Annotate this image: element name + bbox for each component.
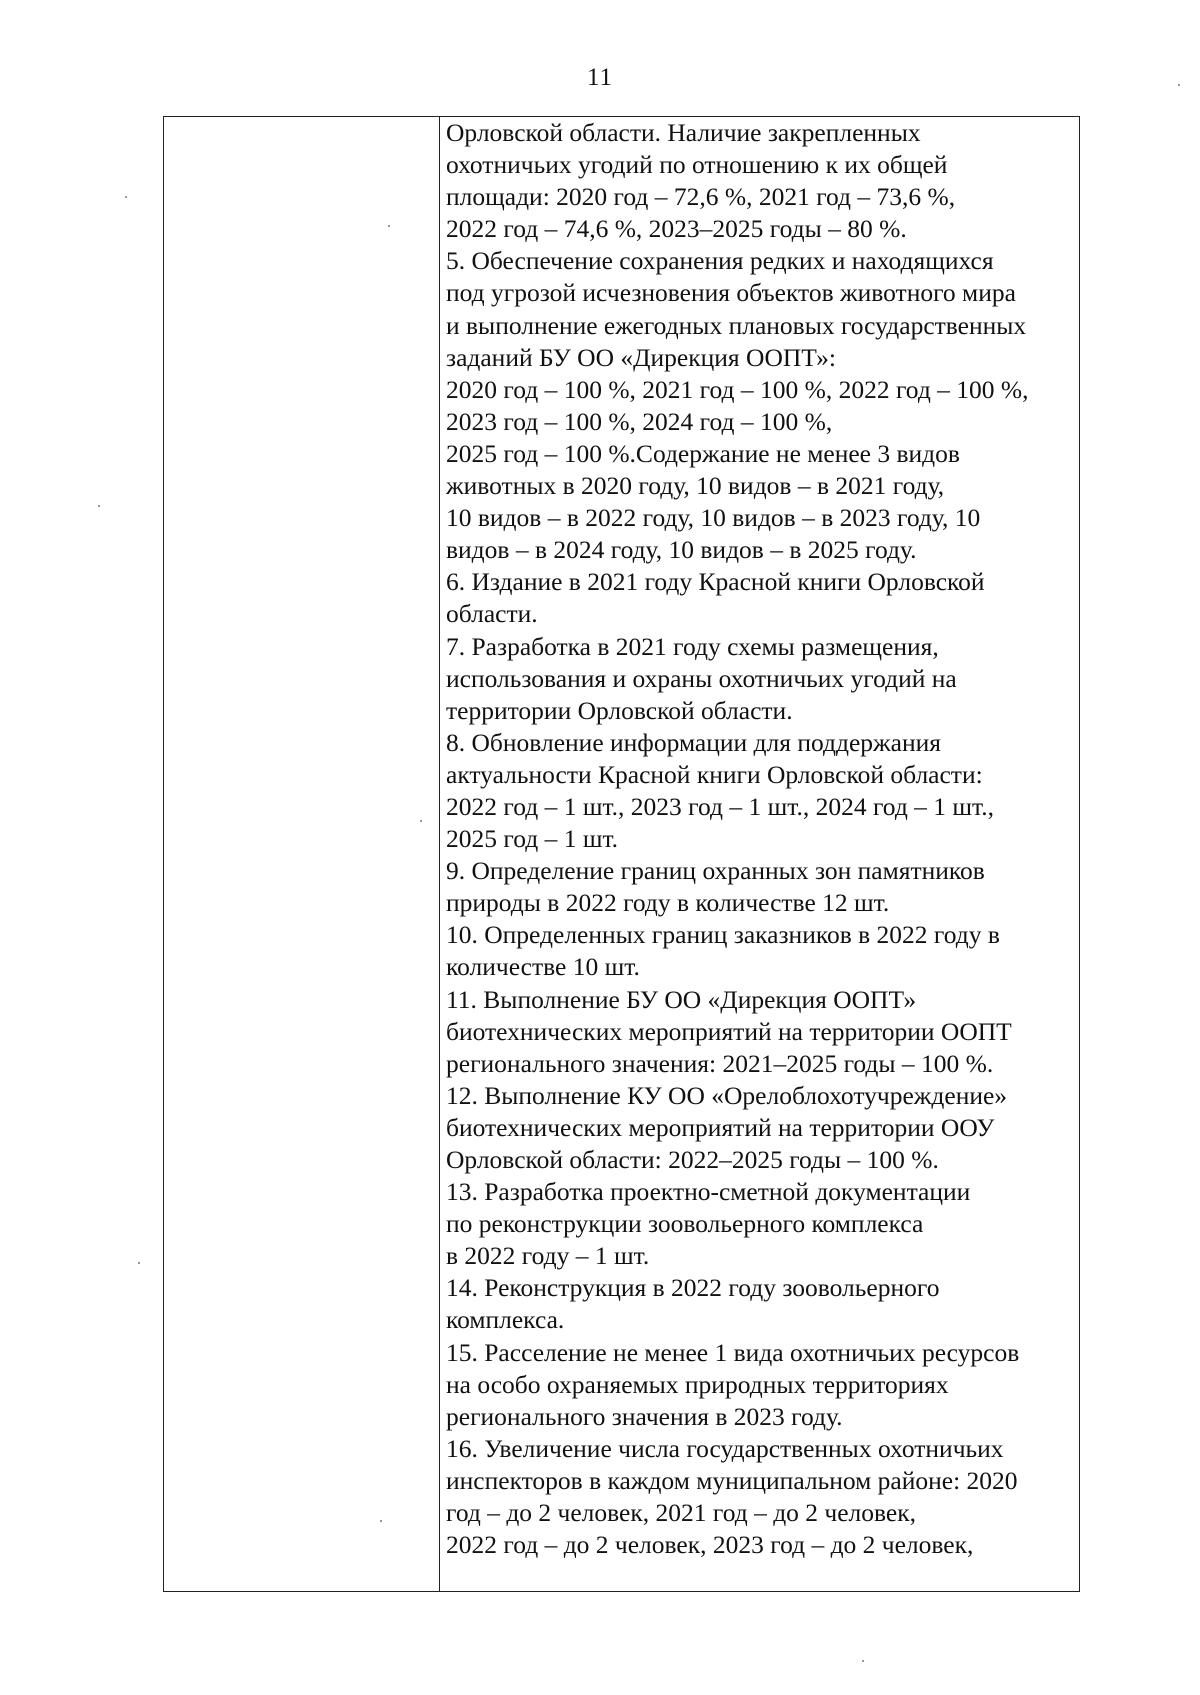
text-line: актуальности Красной книги Орловской области: [446,759,983,789]
scan-speck [388,225,390,227]
text-line: использования и охраны охотничьих угодий на [446,663,957,693]
text-line: Орловской области. Наличие закрепленных [446,118,921,147]
text-line: 14. Реконструкция в 2022 году зоовольерного [446,1273,940,1303]
text-line: 5. Обеспечение сохранения редких и находящихся [446,246,994,276]
table-cell-left [164,117,440,1591]
text-line: животных в 2020 году, 10 видов – в 2021 году, [446,471,945,501]
document-table [163,116,1080,1592]
text-line: 6. Издание в 2021 году Красной книги Орловской [446,567,985,597]
text-line: 10. Определенных границ заказников в 2022 году в [446,920,1000,950]
scan-speck [1178,84,1180,86]
text-line: 2022 год – 74,6 %, 2023–2025 годы – 80 %. [446,214,907,244]
text-line: 2025 год – 1 шт. [446,824,619,854]
text-line: в 2022 году – 1 шт. [446,1241,650,1271]
text-line: под угрозой исчезновения объектов животного мира [446,278,1016,308]
text-line: видов – в 2024 году, 10 видов – в 2025 году. [446,535,917,565]
scan-speck [420,820,422,822]
page-number: 11 [586,64,614,91]
text-line: регионального значения в 2023 году. [446,1401,843,1431]
text-line: 15. Расселение не менее 1 вида охотничьих ресурсов [446,1337,1020,1367]
text-line: 9. Определение границ охранных зон памятников [446,856,985,886]
text-line: 2022 год – 1 шт., 2023 год – 1 шт., 2024 год – 1 шт., [446,791,995,821]
text-line: 13. Разработка проектно-сметной документации [446,1177,971,1207]
text-line: 11. Выполнение БУ ОО «Дирекция ООПТ» [446,984,917,1014]
text-line: инспекторов в каждом муниципальном районе: 2020 [446,1465,1018,1495]
text-line: год – до 2 человек, 2021 год – до 2 человек, [446,1498,917,1528]
text-line: природы в 2022 году в количестве 12 шт. [446,888,890,918]
text-line: количестве 10 шт. [446,952,640,982]
text-line: заданий БУ ОО «Дирекция ООПТ»: [446,342,837,372]
text-line: площади: 2020 год – 72,6 %, 2021 год – 73,6 %, [446,182,956,212]
text-line: биотехнических мероприятий на территории ООПТ [446,1016,1012,1046]
text-line: 10 видов – в 2022 году, 10 видов – в 2023 году, 10 [446,503,981,533]
text-line: 2023 год – 100 %, 2024 год – 100 %, [446,406,833,436]
text-line: 8. Обновление информации для поддержания [446,727,941,757]
text-line: охотничьих угодий по отношению к их общей [446,150,948,180]
scan-speck [98,505,100,507]
scan-speck [125,196,127,198]
text-line: комплекса. [446,1305,565,1335]
text-line: на особо охраняемых природных территориях [446,1369,949,1399]
text-line: биотехнических мероприятий на территории ООУ [446,1112,995,1142]
text-line: 12. Выполнение КУ ОО «Орелоблохотучреждение» [446,1080,1008,1110]
text-line: территории Орловской области. [446,695,793,725]
text-line: 2020 год – 100 %, 2021 год – 100 %, 2022 год – 100 %, [446,374,1029,404]
text-line: по реконструкции зоовольерного комплекса [446,1209,924,1239]
text-line: Орловской области: 2022–2025 годы – 100 %. [446,1145,939,1174]
text-line: области. [446,599,538,629]
text-line: 2025 год – 100 %.Содержание не менее 3 видов [446,438,960,468]
text-line: 7. Разработка в 2021 году схемы размещения, [446,631,939,661]
scan-speck [862,1660,864,1662]
scan-speck [380,1520,382,1522]
text-line: 16. Увеличение числа государственных охотничьих [446,1433,1004,1463]
text-line: регионального значения: 2021–2025 годы – 100 %. [446,1048,994,1078]
text-line: 2022 год – до 2 человек, 2023 год – до 2 человек, [446,1530,974,1560]
table-cell-right [440,117,1079,1591]
scan-speck [138,1262,140,1264]
text-line: и выполнение ежегодных плановых государственных [446,310,1027,340]
